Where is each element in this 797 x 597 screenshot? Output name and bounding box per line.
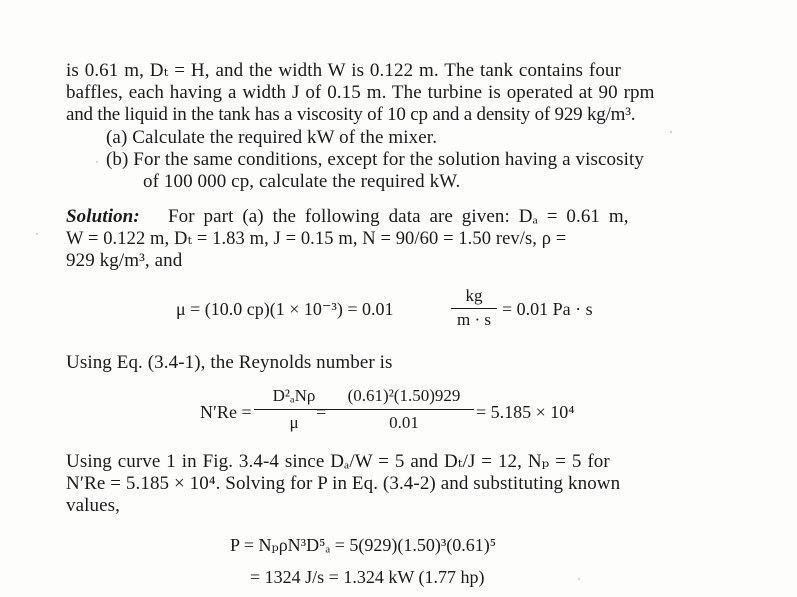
problem-line-3: and the liquid in the tank has a viscosity of 10 cp and a density of 929 kg/m³. (66, 104, 636, 125)
problem-part-a: (a) Calculate the required kW of the mixer. (106, 127, 438, 148)
problem-line-1: is 0.61 m, Dₜ = H, and the width W is 0.122 m. The tank contains four (66, 60, 621, 81)
scan-speck (96, 161, 98, 163)
curve-line-1: Using curve 1 in Fig. 3.4-4 since Dₐ/W = 5 and Dₜ/J = 12, Nₚ = 5 for (66, 451, 610, 472)
reynolds-rhs: = 5.185 × 10⁴ (476, 402, 575, 422)
problem-part-b-line-1: (b) For the same conditions, except for the solution having a viscosity (106, 149, 644, 170)
reynolds-lhs: N′Re = (200, 402, 252, 422)
viscosity-unit-denominator: m · s (457, 310, 491, 329)
scan-speck (36, 233, 38, 235)
power-equation-line-2: = 1324 J/s = 1.324 kW (1.77 hp) (250, 567, 485, 587)
scan-speck (670, 131, 672, 133)
reynolds-fraction-1-numerator: D²ₐNρ (272, 386, 316, 405)
viscosity-equation-lhs: μ = (10.0 cp)(1 × 10⁻³) = 0.01 (176, 299, 394, 319)
curve-line-2: N′Re = 5.185 × 10⁴. Solving for P in Eq. (3.4-2) and substituting known (66, 473, 621, 494)
power-equation-line-1: P = NₚρN³D⁵ₐ = 5(929)(1.50)³(0.61)⁵ (230, 535, 497, 555)
solution-line-1: For part (a) the following data are given: Dₐ = 0.61 m, (168, 206, 629, 227)
reynolds-equals: = (316, 402, 327, 422)
viscosity-equation-rhs: = 0.01 Pa · s (502, 299, 593, 319)
reynolds-fraction-1-denominator: μ (289, 413, 299, 432)
solution-label: Solution: (66, 206, 140, 227)
reynolds-fraction-2-denominator: 0.01 (389, 413, 419, 432)
solution-line-3: 929 kg/m³, and (66, 250, 183, 271)
reynolds-fraction-2-bar (334, 409, 474, 410)
viscosity-unit-numerator: kg (465, 286, 483, 305)
problem-part-b-line-2: of 100 000 cp, calculate the required kW. (143, 171, 461, 192)
scan-speck (578, 578, 580, 580)
solution-line-2: W = 0.122 m, Dₜ = 1.83 m, J = 0.15 m, N = 90/60 = 1.50 rev/s, ρ = (66, 229, 567, 249)
reynolds-intro: Using Eq. (3.4-1), the Reynolds number is (66, 352, 393, 373)
reynolds-fraction-2-numerator: (0.61)²(1.50)929 (347, 386, 461, 405)
viscosity-fraction-bar (451, 308, 497, 309)
curve-line-3: values, (66, 495, 120, 516)
problem-line-2: baffles, each having a width J of 0.15 m. The turbine is operated at 90 rpm (66, 82, 655, 103)
